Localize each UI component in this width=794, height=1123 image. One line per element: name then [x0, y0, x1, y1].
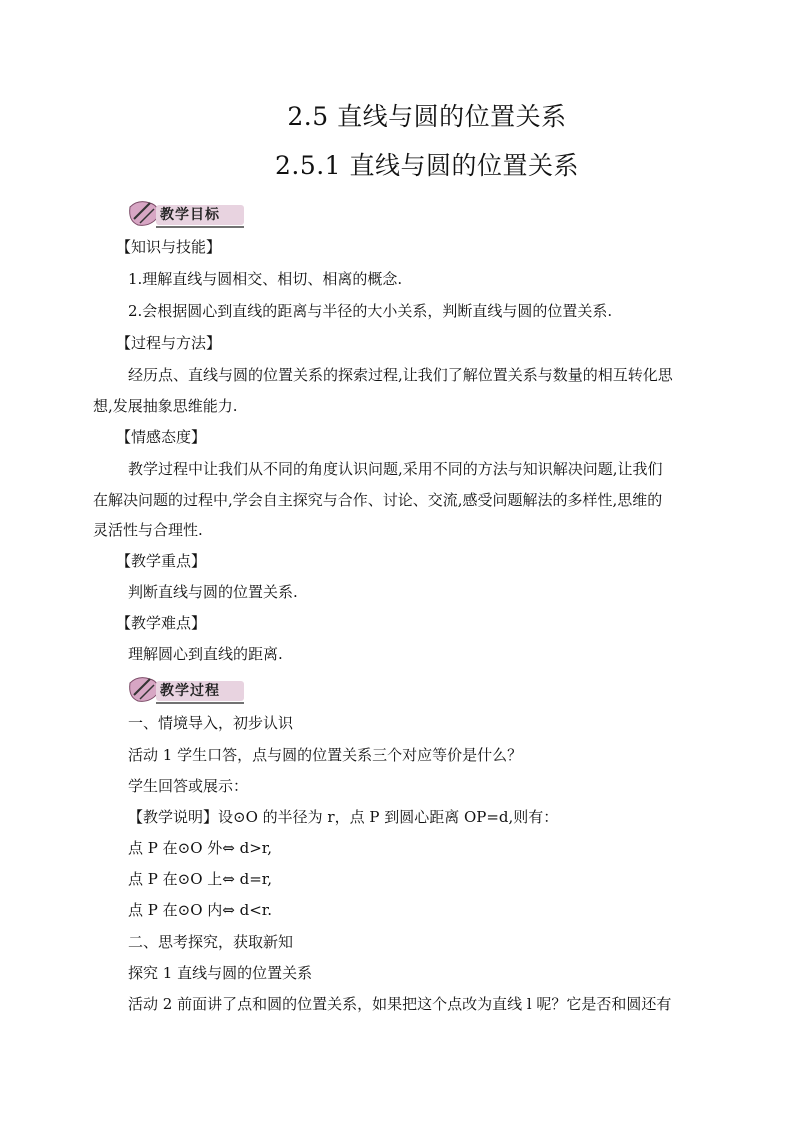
process-text-1: 经历点、直线与圆的位置关系的探索过程,让我们了解位置关系与数量的相互转化思 [128, 366, 673, 384]
activity-1-text: 活动 1 学生口答，点与圆的位置关系三个对应等价是什么？ [128, 746, 523, 764]
exploration-1-heading: 探究 1 直线与圆的位置关系 [128, 964, 313, 982]
emotion-heading: 【情感态度】 [116, 428, 207, 446]
activity-2-text: 活动 2 前面讲了点和圆的位置关系，如果把这个点改为直线 l 呢？它是否和圆还有 [128, 995, 672, 1013]
condition-inside: 点 P 在⊙O 内⇔ d<r. [128, 901, 273, 919]
difficulty-heading: 【教学难点】 [116, 614, 207, 632]
key-point-heading: 【教学重点】 [116, 552, 207, 570]
sub-title: 2.5.1 直线与圆的位置关系 [274, 151, 580, 180]
condition-outside: 点 P 在⊙O 外⇔ d>r, [128, 839, 273, 857]
activity-1-response: 学生回答或展示： [128, 777, 249, 795]
emotion-text-3: 灵活性与合理性. [93, 521, 203, 539]
main-title: 2.5 直线与圆的位置关系 [287, 102, 567, 131]
section-badge-goals [120, 197, 250, 231]
process-text-2: 想,发展抽象思维能力. [93, 397, 238, 415]
knowledge-item-2: 2.会根据圆心到直线的距离与半径的大小关系，判断直线与圆的位置关系. [128, 302, 613, 320]
section-badge-process [120, 673, 250, 707]
knowledge-heading: 【知识与技能】 [116, 238, 222, 256]
emotion-text-1: 教学过程中让我们从不同的角度认识问题,采用不同的方法与知识解决问题,让我们 [128, 460, 663, 478]
section-1-heading: 一、情境导入，初步认识 [128, 714, 294, 732]
section-2-heading: 二、思考探究，获取新知 [128, 933, 294, 951]
process-heading: 【过程与方法】 [116, 334, 222, 352]
condition-on: 点 P 在⊙O 上⇔ d=r, [128, 870, 273, 888]
emotion-text-2: 在解决问题的过程中,学会自主探究与合作、讨论、交流,感受问题解法的多样性,思维的 [93, 491, 663, 509]
knowledge-item-1: 1.理解直线与圆相交、相切、相离的概念. [128, 270, 403, 288]
difficulty-text: 理解圆心到直线的距离. [128, 645, 283, 663]
badge-goals-label: 教学目标 [160, 207, 220, 223]
badge-process-label: 教学过程 [160, 683, 220, 699]
teaching-note: 【教学说明】设⊙O 的半径为 r，点 P 到圆心距离 OP=d,则有： [128, 808, 559, 826]
key-point-text: 判断直线与圆的位置关系. [128, 583, 298, 601]
